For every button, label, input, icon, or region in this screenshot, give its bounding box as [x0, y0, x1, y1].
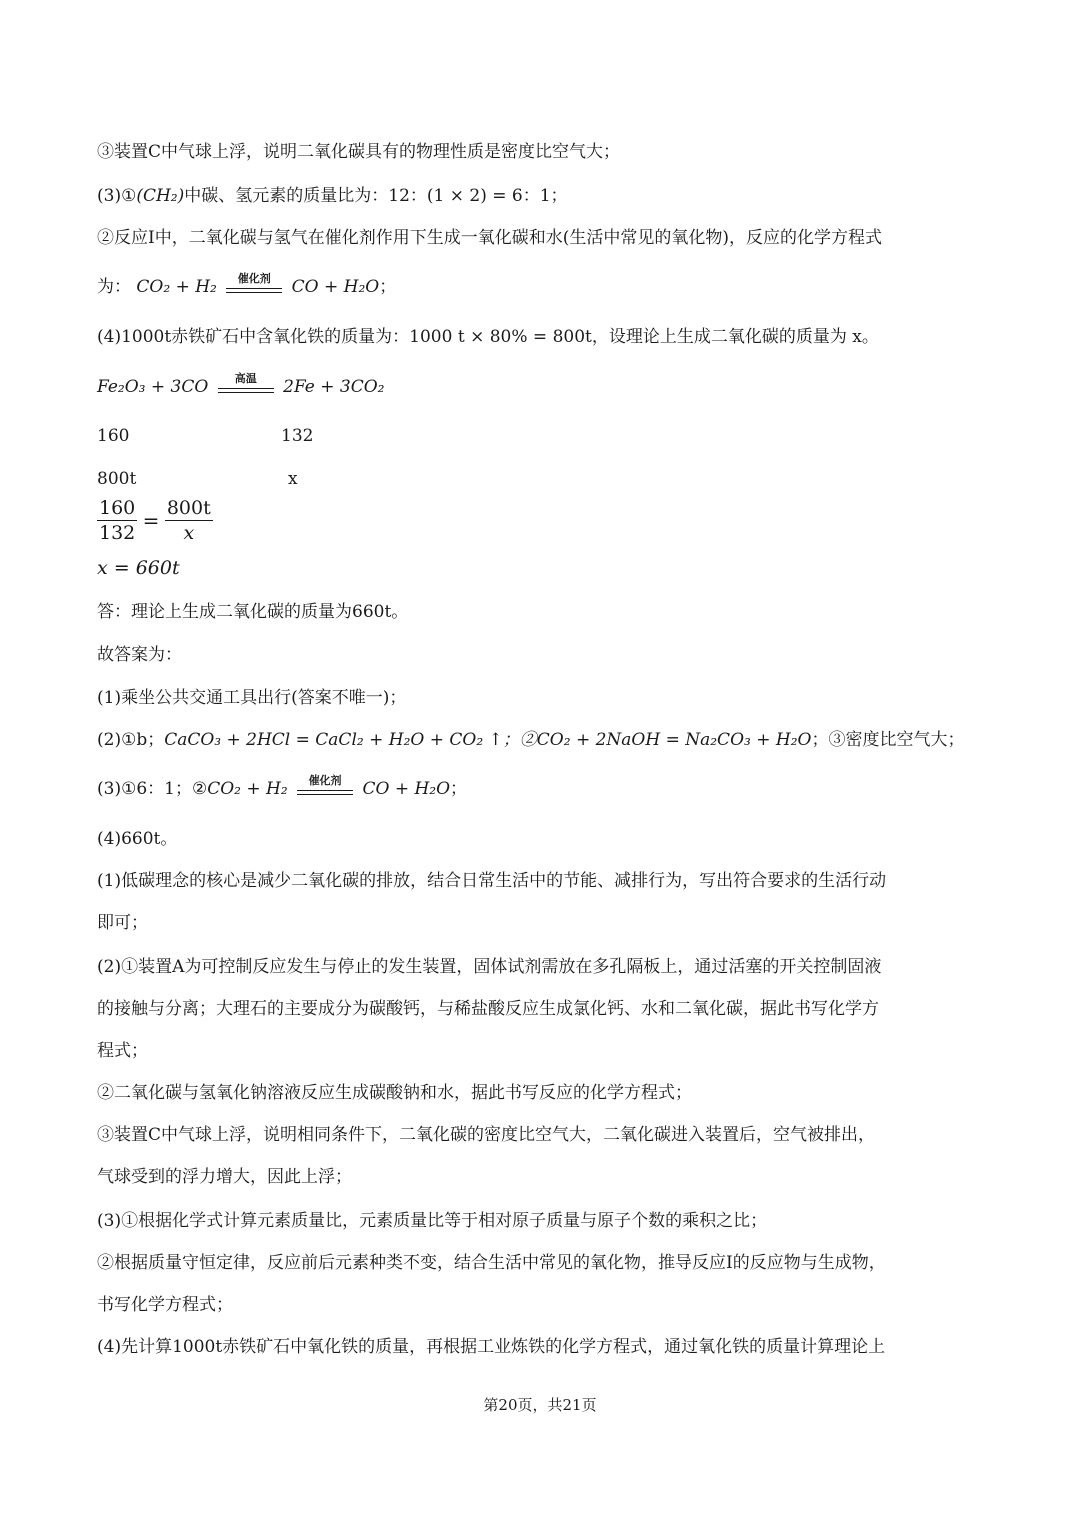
- condition-label: 高温: [234, 372, 257, 385]
- formula: CO + H₂O: [362, 779, 451, 799]
- text-line: (4)1000t赤铁矿石中含氧化铁的质量为：1000 t × 80% = 800t，设理论上生成二氧化碳的质量为 x。: [97, 327, 879, 347]
- formula: Fe₂O₃ + 3CO: [97, 377, 209, 397]
- text-line: 的接触与分离；大理石的主要成分为碳酸钙，与稀盐酸反应生成氯化钙、水和二氧化碳，据此书写化学方: [97, 999, 879, 1019]
- fraction: [97, 496, 137, 545]
- text-line: 为： CO₂ + H₂ 催化剂 CO + H₂O；: [97, 274, 396, 300]
- text-line: ③装置C中气球上浮，说明二氧化碳具有的物理性质是密度比空气大；: [97, 142, 621, 162]
- text-line: 书写化学方程式；: [97, 1295, 233, 1315]
- result-line: x = 660t: [97, 557, 180, 579]
- text-line: (4)660t。: [97, 829, 178, 849]
- reaction-arrow: [218, 372, 274, 398]
- text-segment: 为：: [97, 277, 131, 297]
- text-segment: (3)①6：1；②: [97, 779, 208, 799]
- text-line: 程式；: [97, 1041, 148, 1061]
- text-line: [97, 776, 467, 802]
- reaction-arrow: [226, 272, 282, 298]
- text-segment: (2)①b；: [97, 730, 165, 750]
- formula: CO₂ + H₂: [136, 277, 217, 297]
- text-line: ②根据质量守恒定律，反应前后元素种类不变，结合生活中常见的氧化物，推导反应Ⅰ的反应物与生成物，: [97, 1253, 886, 1273]
- formula: CO₂ + H₂: [207, 779, 288, 799]
- formula: CaCO₃ + 2HCl = CaCl₂ + H₂O + CO₂ ↑；②CO₂ + 2NaOH = Na₂CO₃ + H₂O: [164, 730, 812, 750]
- equation-line: [97, 374, 385, 400]
- proportion-equation: [97, 496, 213, 545]
- formula: (CH₂): [136, 186, 185, 206]
- formula: CO + H₂O: [291, 277, 380, 297]
- text-line: [97, 183, 568, 209]
- text-line: (2)①装置A为可控制反应发生与停止的发生装置，固体试剂需放在多孔隔板上，通过活塞的开关控制固液: [97, 957, 882, 977]
- text-line: (3)①根据化学式计算元素质量比，元素质量比等于相对原子质量与原子个数的乘积之比；: [97, 1211, 768, 1231]
- ratio-value: x: [288, 469, 298, 489]
- text-line: ③装置C中气球上浮，说明相同条件下，二氧化碳的密度比空气大，二氧化碳进入装置后，空气被排出，: [97, 1125, 876, 1145]
- equals-sign: =: [142, 508, 160, 533]
- text-segment: (3)①: [97, 186, 137, 206]
- text-line: 故答案为：: [97, 645, 182, 665]
- formula: 2Fe + 3CO₂: [283, 377, 385, 397]
- numerator: 160: [99, 497, 136, 519]
- text-segment: ；: [450, 779, 468, 799]
- page-number: 第20页，共21页: [483, 1396, 597, 1414]
- text-line: (1)低碳理念的核心是减少二氧化碳的排放，结合日常生活中的节能、减排行为，写出符合要求的生活行动: [97, 871, 887, 891]
- condition-label: 催化剂: [237, 272, 271, 285]
- denominator: x: [183, 522, 195, 544]
- text-line: [97, 727, 964, 753]
- text-line: 气球受到的浮力增大，因此上浮；: [97, 1167, 352, 1187]
- text-line: (4)先计算1000t赤铁矿石中氧化铁的质量，再根据工业炼铁的化学方程式，通过氧化铁的质量计算理论上: [97, 1337, 886, 1357]
- text-line: 即可；: [97, 913, 148, 933]
- numerator: 800t: [166, 497, 211, 519]
- text-line: ②二氧化碳与氢氧化钠溶液反应生成碳酸钠和水，据此书写反应的化学方程式；: [97, 1083, 692, 1103]
- text-line: 答：理论上生成二氧化碳的质量为660t。: [97, 602, 409, 622]
- text-line: ②反应Ⅰ中，二氧化碳与氢气在催化剂作用下生成一氧化碳和水(生活中常见的氧化物)，反应的化学方程式: [97, 228, 882, 248]
- condition-label: 催化剂: [308, 774, 342, 787]
- text-line: (1)乘坐公共交通工具出行(答案不唯一)；: [97, 688, 407, 708]
- reaction-arrow: [297, 774, 353, 800]
- text-segment: ；③密度比空气大；: [811, 730, 965, 750]
- denominator: 132: [99, 522, 136, 544]
- fraction: [165, 496, 213, 545]
- ratio-value: 132: [281, 426, 314, 446]
- ratio-value: 800t: [97, 469, 137, 489]
- ratio-value: 160: [97, 426, 130, 446]
- text-segment: 中碳、氢元素的质量比为：12：(1 × 2) = 6：1；: [184, 186, 568, 206]
